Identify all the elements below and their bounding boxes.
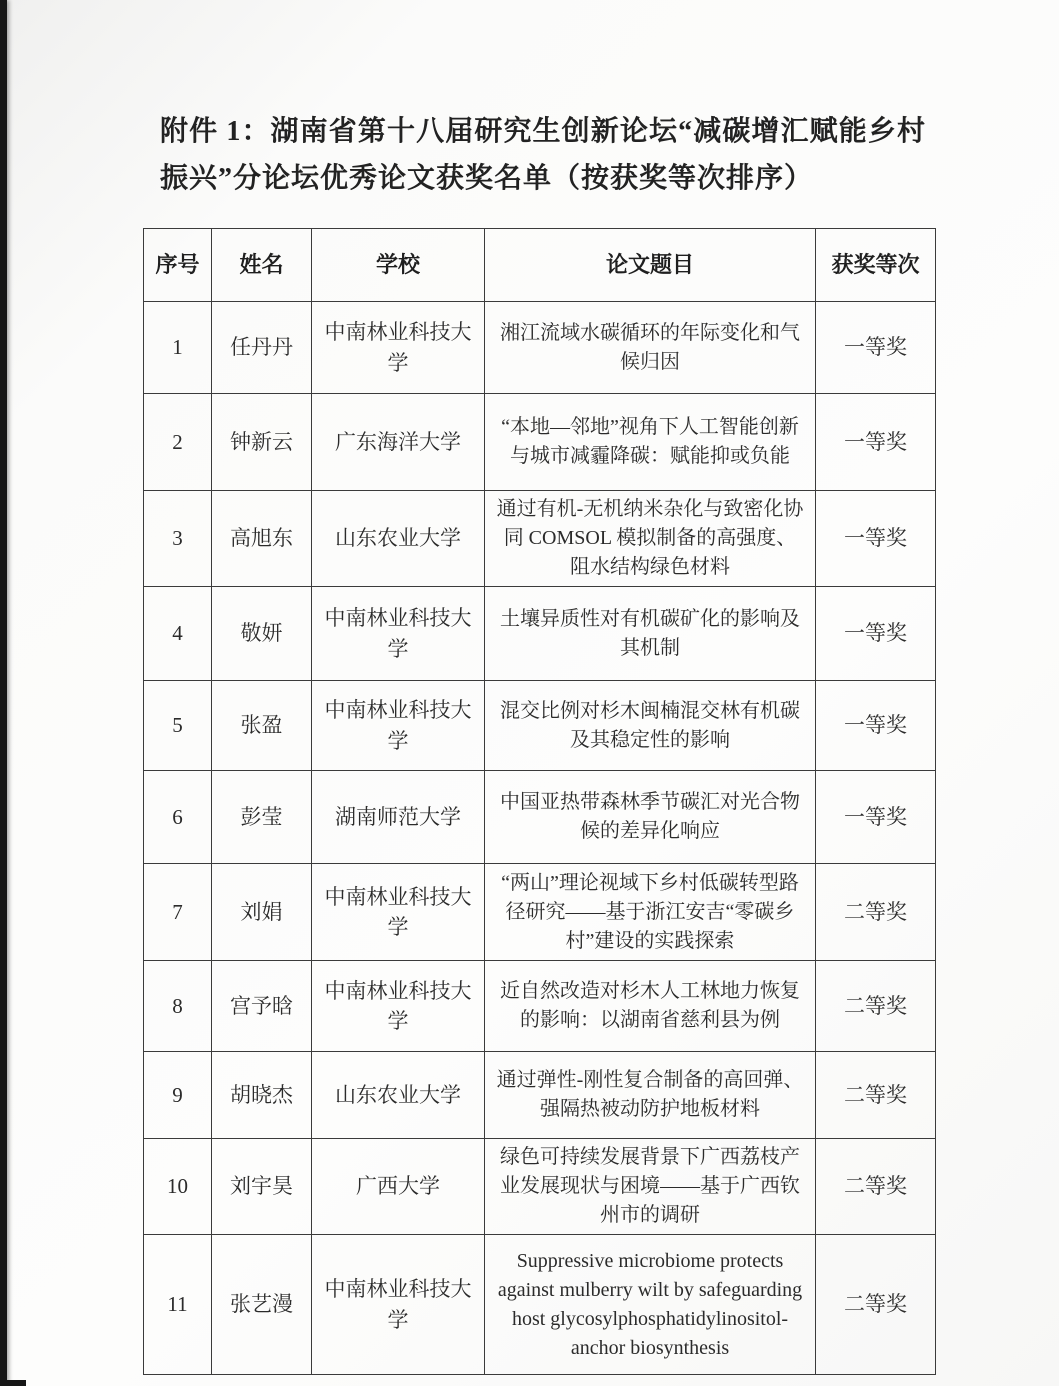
cell-school: 湖南师范大学: [312, 771, 485, 864]
header-cell-school: 学校: [312, 229, 485, 302]
header-cell-paper-title: 论文题目: [485, 229, 816, 302]
table-row: [144, 1052, 936, 1139]
table-row: [144, 587, 936, 681]
cell-name: 张盈: [212, 681, 312, 771]
cell-award: 一等奖: [816, 587, 936, 681]
cell-award: 一等奖: [816, 681, 936, 771]
awards-table: [143, 228, 936, 1375]
cell-paper-title: 土壤异质性对有机碳矿化的影响及其机制: [485, 587, 816, 681]
cell-school: 中南林业科技大学: [312, 961, 485, 1052]
cell-no: 9: [144, 1052, 212, 1139]
cell-no: 8: [144, 961, 212, 1052]
page-edge-corner: [0, 1380, 26, 1386]
table-row: [144, 681, 936, 771]
cell-award: 二等奖: [816, 1139, 936, 1235]
cell-school: 广东海洋大学: [312, 394, 485, 491]
table-row: [144, 864, 936, 961]
cell-school: 中南林业科技大学: [312, 1235, 485, 1375]
cell-name: 宫予晗: [212, 961, 312, 1052]
cell-award: 一等奖: [816, 491, 936, 587]
page-title: 附件 1：湖南省第十八届研究生创新论坛“减碳增汇赋能乡村振兴”分论坛优秀论文获奖名单（按获奖等次排序）: [160, 116, 926, 194]
cell-award: 一等奖: [816, 771, 936, 864]
cell-paper-title: 混交比例对杉木闽楠混交林有机碳及其稳定性的影响: [485, 681, 816, 771]
header-cell-no: 序号: [144, 229, 212, 302]
cell-school: 山东农业大学: [312, 1052, 485, 1139]
header-cell-name: 姓名: [212, 229, 312, 302]
cell-no: 10: [144, 1139, 212, 1235]
cell-name: 张艺漫: [212, 1235, 312, 1375]
table-header-row: [144, 229, 936, 302]
cell-no: 4: [144, 587, 212, 681]
cell-no: 1: [144, 302, 212, 394]
cell-school: 中南林业科技大学: [312, 864, 485, 961]
cell-school: 中南林业科技大学: [312, 681, 485, 771]
cell-school: 广西大学: [312, 1139, 485, 1235]
cell-school: 中南林业科技大学: [312, 302, 485, 394]
cell-name: 高旭东: [212, 491, 312, 587]
cell-school: 山东农业大学: [312, 491, 485, 587]
table-row: [144, 1139, 936, 1235]
cell-award: 二等奖: [816, 1235, 936, 1375]
table-row: [144, 1235, 936, 1375]
cell-award: 一等奖: [816, 394, 936, 491]
cell-no: 11: [144, 1235, 212, 1375]
cell-paper-title: Suppressive microbiome protects against mulberry wilt by safeguarding host glycosylphosphatidylinositol-anchor biosynthesis: [485, 1235, 816, 1375]
cell-paper-title: 近自然改造对杉木人工林地力恢复的影响：以湖南省慈利县为例: [485, 961, 816, 1052]
cell-paper-title: “本地—邻地”视角下人工智能创新与城市减霾降碳：赋能抑或负能: [485, 394, 816, 491]
cell-paper-title: 中国亚热带森林季节碳汇对光合物候的差异化响应: [485, 771, 816, 864]
page-edge-shadow: [0, 0, 7, 1386]
cell-name: 敬妍: [212, 587, 312, 681]
cell-paper-title: 绿色可持续发展背景下广西荔枝产业发展现状与困境——基于广西钦州市的调研: [485, 1139, 816, 1235]
cell-name: 任丹丹: [212, 302, 312, 394]
cell-no: 7: [144, 864, 212, 961]
cell-school: 中南林业科技大学: [312, 587, 485, 681]
cell-name: 彭莹: [212, 771, 312, 864]
cell-no: 5: [144, 681, 212, 771]
cell-no: 2: [144, 394, 212, 491]
cell-award: 二等奖: [816, 1052, 936, 1139]
cell-name: 钟新云: [212, 394, 312, 491]
table-row: [144, 394, 936, 491]
table-row: [144, 302, 936, 394]
table-row: [144, 771, 936, 864]
cell-paper-title: 通过有机-无机纳米杂化与致密化协同 COMSOL 模拟制备的高强度、阻水结构绿色材料: [485, 491, 816, 587]
header-cell-award: 获奖等次: [816, 229, 936, 302]
cell-name: 刘娟: [212, 864, 312, 961]
cell-no: 6: [144, 771, 212, 864]
cell-no: 3: [144, 491, 212, 587]
cell-award: 二等奖: [816, 961, 936, 1052]
table-row: [144, 491, 936, 587]
cell-award: 二等奖: [816, 864, 936, 961]
cell-paper-title: 湘江流域水碳循环的年际变化和气候归因: [485, 302, 816, 394]
cell-name: 胡晓杰: [212, 1052, 312, 1139]
cell-paper-title: “两山”理论视域下乡村低碳转型路径研究——基于浙江安吉“零碳乡村”建设的实践探索: [485, 864, 816, 961]
cell-name: 刘宇昊: [212, 1139, 312, 1235]
cell-award: 一等奖: [816, 302, 936, 394]
awards-table-body: [144, 302, 936, 1375]
table-row: [144, 961, 936, 1052]
cell-paper-title: 通过弹性-刚性复合制备的高回弹、强隔热被动防护地板材料: [485, 1052, 816, 1139]
